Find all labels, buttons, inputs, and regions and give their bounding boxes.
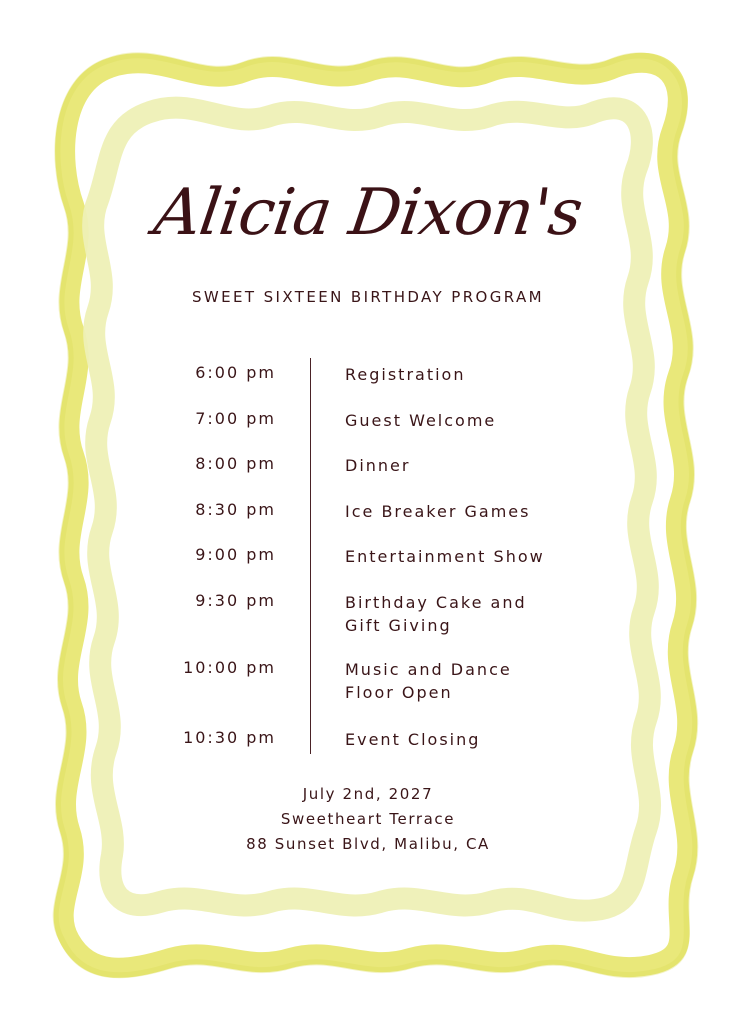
- schedule-time: 8:30 pm: [195, 500, 276, 519]
- schedule-time: 9:00 pm: [195, 545, 276, 564]
- schedule-divider-line: [310, 358, 311, 754]
- schedule-event: Entertainment Show: [345, 547, 545, 566]
- honoree-name-title: Alicia Dixon's: [149, 176, 587, 250]
- schedule-event: Guest Welcome: [345, 411, 497, 430]
- schedule-event: Birthday Cake and Gift Giving: [345, 593, 527, 635]
- schedule-event: Event Closing: [345, 730, 481, 749]
- event-venue: Sweetheart Terrace: [280, 810, 456, 828]
- schedule-time: 10:30 pm: [183, 728, 276, 747]
- schedule-time: 6:00 pm: [195, 363, 276, 382]
- event-details: [0, 782, 736, 857]
- schedule-event: Dinner: [345, 456, 411, 475]
- event-date: July 2nd, 2027: [302, 785, 434, 803]
- schedule-time: 10:00 pm: [183, 658, 276, 677]
- schedule-event: Registration: [345, 365, 466, 384]
- schedule-time: 8:00 pm: [195, 454, 276, 473]
- program-subtitle: SWEET SIXTEEN BIRTHDAY PROGRAM: [191, 288, 545, 306]
- schedule-time: 7:00 pm: [195, 409, 276, 428]
- schedule-event: Music and Dance Floor Open: [345, 660, 512, 702]
- event-address: 88 Sunset Blvd, Malibu, CA: [246, 835, 490, 853]
- schedule-time: 9:30 pm: [195, 591, 276, 610]
- schedule-event: Ice Breaker Games: [345, 502, 531, 521]
